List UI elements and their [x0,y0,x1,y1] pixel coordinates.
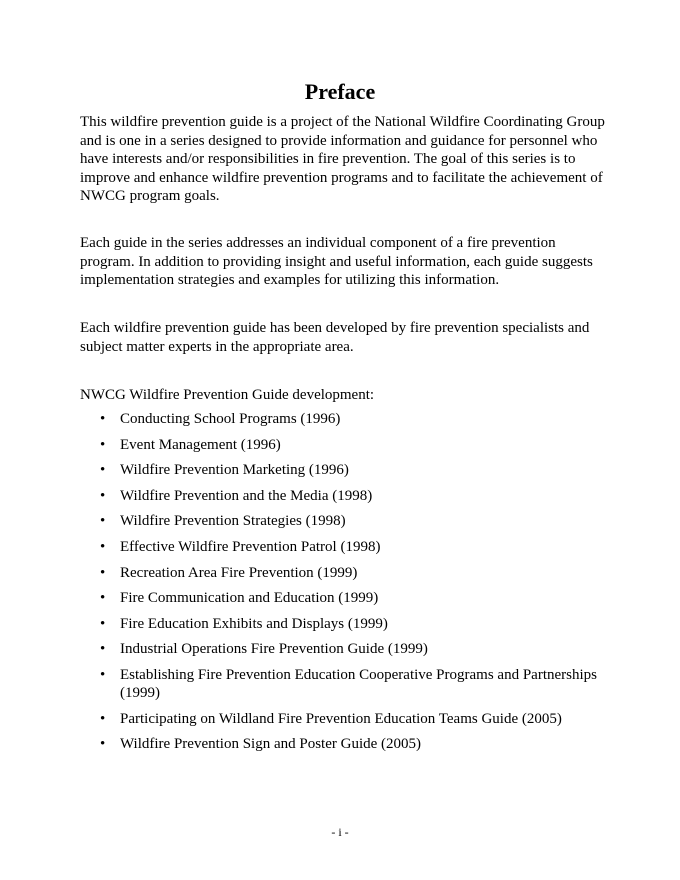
list-item [80,436,605,454]
list-item-text: Wildfire Prevention Strategies (1998) [120,513,346,530]
bullet-icon: • [100,590,106,607]
list-item-text: Conducting School Programs (1996) [120,411,341,427]
list-item [80,487,605,505]
list-item [80,538,605,556]
bullet-icon: • [100,666,106,683]
list-item-text: Effective Wildfire Prevention Patrol (1998) [120,538,381,555]
bullet-icon: • [100,641,106,658]
list-item-text: Wildfire Prevention Sign and Poster Guide (2005) [120,736,422,753]
page-title: Preface [304,79,376,104]
list-item-text: Fire Education Exhibits and Displays (1999) [120,615,388,632]
bullet-icon: • [100,436,106,453]
bullet-icon: • [100,736,106,753]
list-item [80,461,605,479]
list-item-text: Wildfire Prevention Marketing (1996) [120,462,349,479]
list-item [80,710,605,728]
list-item [80,666,605,702]
list-item [80,615,605,633]
list-item-text: Recreation Area Fire Prevention (1999) [120,564,358,581]
intro-paragraph: This wildfire prevention guide is a project of the National Wildfire Coordinating Group and is one in a series designed to provide information and guidance for personnel who have interests and/or responsibilities in fire prevention. The goal of this series is to improve and enhance wildfire prevention programs and to facilitate the achievement of NWCG program goals. [80,114,605,204]
list-item [80,410,605,428]
bullet-icon: • [100,615,106,632]
development-paragraph: Each wildfire prevention guide has been developed by fire prevention specialists and subject matter experts in the appropriate area. [80,320,590,355]
list-item-text: Participating on Wildland Fire Prevention Education Teams Guide (2005) [120,710,562,727]
page-number: - i - [331,825,349,839]
bullet-icon: • [100,411,106,427]
list-item-text: Fire Communication and Education (1999) [120,590,379,607]
bullet-icon: • [100,487,106,504]
bullet-icon: • [100,538,106,555]
list-item-text: Establishing Fire Prevention Education Cooperative Programs and Partnerships (1999) [120,666,597,701]
list-item [80,564,605,582]
bullet-icon: • [100,710,106,727]
list-item [80,589,605,607]
bullet-icon: • [100,513,106,530]
list-item-text: Wildfire Prevention and the Media (1998) [120,487,373,504]
list-item [80,512,605,530]
guide-list-heading: NWCG Wildfire Prevention Guide development: [80,387,375,403]
list-item-text: Event Management (1996) [120,436,281,453]
list-item-text: Industrial Operations Fire Prevention Guide (1999) [120,641,428,658]
bullet-icon: • [100,462,106,479]
series-paragraph: Each guide in the series addresses an individual component of a fire prevention program. In addition to providing insight and useful information, each guide suggests implementation strategies and examples for utilizing this information. [80,235,593,288]
list-item [80,640,605,658]
bullet-icon: • [100,564,106,581]
guide-list [80,410,605,761]
list-item [80,735,605,753]
